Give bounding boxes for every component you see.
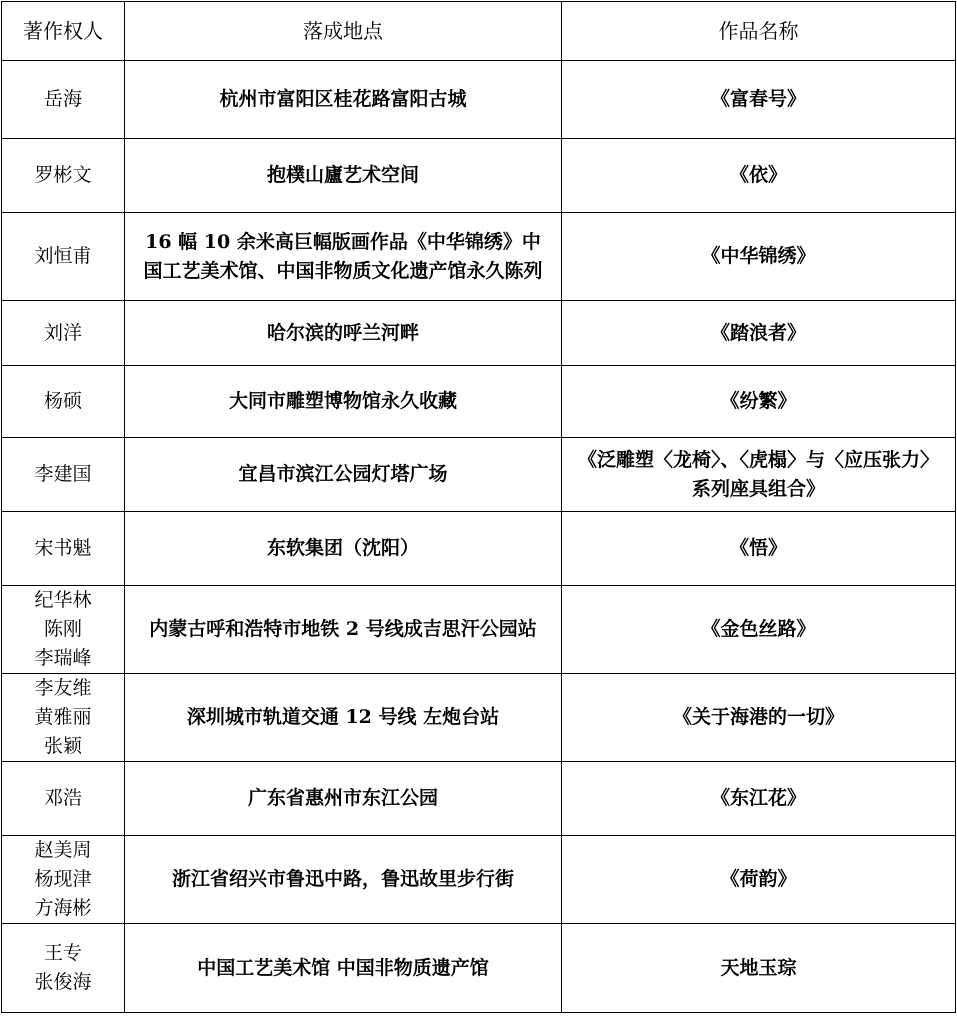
author-name: 纪华林 <box>34 589 92 611</box>
table-row <box>2 61 956 139</box>
location-cell: 宜昌市滨江公园灯塔广场 <box>125 438 562 512</box>
author-cell <box>2 438 125 512</box>
table-row <box>2 366 956 438</box>
location-cell: 浙江省绍兴市鲁迅中路，鲁迅故里步行街 <box>125 836 562 924</box>
author-name: 李建国 <box>34 463 92 485</box>
table-row <box>2 924 956 1013</box>
author-name: 邓浩 <box>43 787 82 809</box>
location-cell: 深圳城市轨道交通 12 号线 左炮台站 <box>125 674 562 762</box>
author-name: 刘恒甫 <box>34 245 92 267</box>
header-author: 著作权人 <box>2 2 125 61</box>
author-cell <box>2 924 125 1013</box>
author-name: 陈刚 <box>43 618 82 640</box>
author-name: 李友维 <box>34 677 92 699</box>
table-row <box>2 301 956 366</box>
location-cell: 16 幅 10 余米高巨幅版画作品《中华锦绣》中国工艺美术馆、中国非物质文化遗产馆永久陈列 <box>125 213 562 301</box>
table-row <box>2 512 956 586</box>
table-row <box>2 586 956 674</box>
table-row <box>2 139 956 213</box>
work-cell: 《富春号》 <box>562 61 956 139</box>
location-cell: 哈尔滨的呼兰河畔 <box>125 301 562 366</box>
header-row <box>2 2 956 61</box>
author-name: 杨硕 <box>43 390 82 412</box>
table-row <box>2 674 956 762</box>
author-cell <box>2 301 125 366</box>
author-cell <box>2 61 125 139</box>
author-cell <box>2 836 125 924</box>
artwork-table <box>1 1 956 1013</box>
author-name: 刘洋 <box>43 321 82 344</box>
work-cell: 《东江花》 <box>562 762 956 836</box>
work-cell: 《中华锦绣》 <box>562 213 956 301</box>
location-cell: 东软集团（沈阳） <box>125 512 562 586</box>
location-cell: 广东省惠州市东江公园 <box>125 762 562 836</box>
work-cell: 《荷韵》 <box>562 836 956 924</box>
author-name: 黄雅丽 <box>34 706 92 728</box>
author-name: 王专 <box>43 942 82 964</box>
author-cell <box>2 213 125 301</box>
author-name: 李瑞峰 <box>34 647 92 669</box>
table-row <box>2 213 956 301</box>
author-cell <box>2 139 125 213</box>
author-cell <box>2 674 125 762</box>
table-row <box>2 762 956 836</box>
location-cell: 大同市雕塑博物馆永久收藏 <box>125 366 562 438</box>
work-cell: 《金色丝路》 <box>562 586 956 674</box>
header-work: 作品名称 <box>562 2 956 61</box>
header-location: 落成地点 <box>125 2 562 61</box>
work-cell: 《泛雕塑〈龙椅〉、〈虎榻〉与〈应压张力〉系列座具组合》 <box>562 438 956 512</box>
author-name: 杨现津 <box>34 868 92 890</box>
location-cell: 中国工艺美术馆 中国非物质遗产馆 <box>125 924 562 1013</box>
author-name: 赵美周 <box>34 839 92 861</box>
author-name: 张俊海 <box>34 971 92 993</box>
work-cell: 《悟》 <box>562 512 956 586</box>
work-cell: 《依》 <box>562 139 956 213</box>
author-name: 宋书魁 <box>34 537 92 559</box>
author-name: 罗彬文 <box>34 164 92 186</box>
location-cell: 杭州市富阳区桂花路富阳古城 <box>125 61 562 139</box>
author-name: 张颖 <box>43 735 82 757</box>
author-cell <box>2 512 125 586</box>
author-name: 岳海 <box>43 88 82 110</box>
location-cell: 内蒙古呼和浩特市地铁 2 号线成吉思汗公园站 <box>125 586 562 674</box>
location-cell: 抱樸山廬艺术空间 <box>125 139 562 213</box>
work-cell: 《纷繁》 <box>562 366 956 438</box>
work-cell: 《踏浪者》 <box>562 301 956 366</box>
author-cell <box>2 586 125 674</box>
author-cell <box>2 366 125 438</box>
table-row <box>2 836 956 924</box>
work-cell: 天地玉琮 <box>562 924 956 1013</box>
table-row <box>2 438 956 512</box>
author-name: 方海彬 <box>34 897 92 919</box>
author-cell <box>2 762 125 836</box>
work-cell: 《关于海港的一切》 <box>562 674 956 762</box>
